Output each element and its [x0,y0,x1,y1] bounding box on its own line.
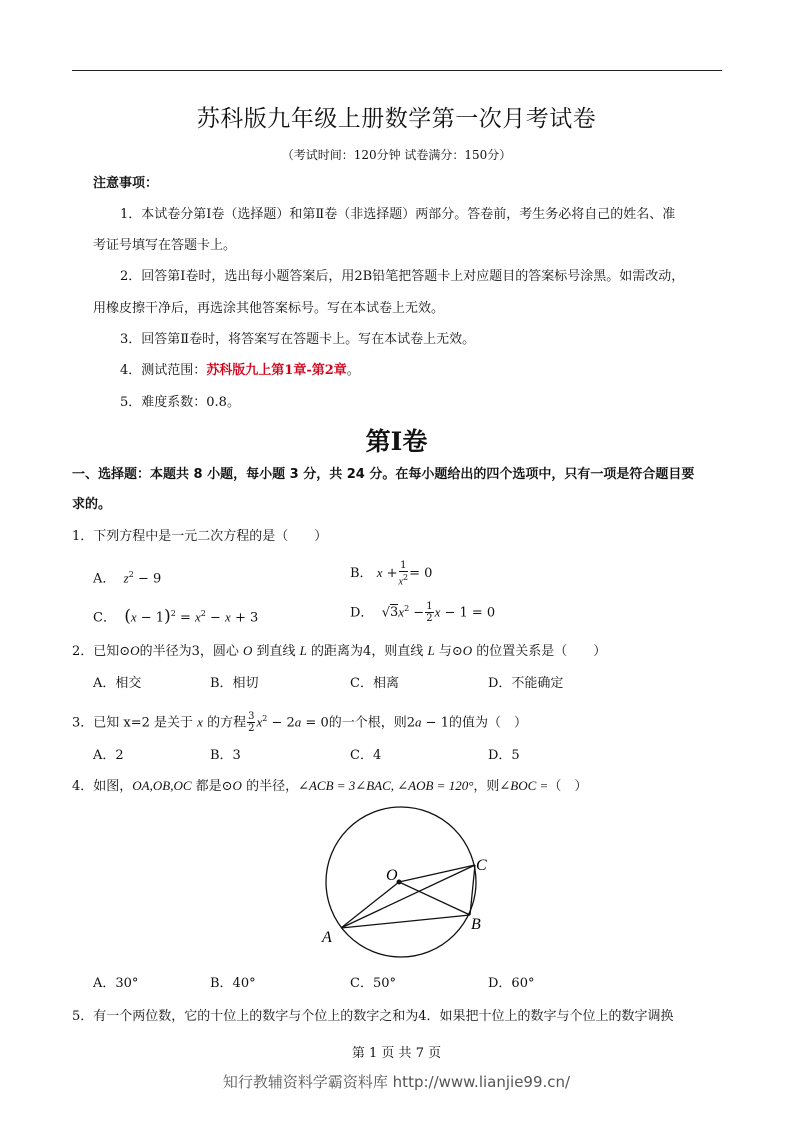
note-4-suffix: 。 [346,363,360,378]
label-a: A [322,929,332,946]
site-watermark: 知行教辅资料学霸资料库 http://www.lianjie99.cn/ [222,1073,571,1091]
segment-ab [341,915,470,928]
q1-option-a: A． $z^2 - 9$ [93,570,162,587]
q4-option-b: B．40° [210,976,256,991]
note-1-line-1: 1．本试卷分第Ⅰ卷（选择题）和第Ⅱ卷（非选择题）两部分。答卷前，考生务必将自己的姓名、准 [120,207,676,222]
q3-stem: 3．已知 x=2 是关于 x 的方程 $\frac{3}{2}$ $x^2 - 2a = 0$的一个根，则2a − 1的值为（ ） [72,711,527,735]
segment-oc [399,865,475,882]
q4-option-a: A．30° [93,976,139,991]
q1-option-b: B． x + $\frac{1}{x^2}$ = 0 [350,560,433,588]
note-4-range: 苏科版九上第1章-第2章 [206,363,347,378]
q3-option-b: B．3 [210,748,241,763]
note-5: 5．难度系数：0.8。 [120,395,240,410]
q2-option-c: C．相离 [350,676,399,691]
notes-heading: 注意事项： [93,176,159,191]
q2-option-d: D．不能确定 [488,676,564,691]
q3-option-d: D．5 [488,748,520,763]
q2-stem: 2．已知⊙O的半径为3，圆心 O 到直线 L 的距离为4，则直线 L 与⊙O 的位置关系是（ ） [72,643,607,659]
header-rule [72,70,722,71]
q1-stem: 1．下列方程中是一元二次方程的是（ ） [72,529,328,544]
part1-line-1: 一、选择题：本题共 8 小题，每小题 3 分，共 24 分。在每小题给出的四个选项中，只有一项是符合题目要 [72,467,695,482]
q1-option-d: D． $√3x^2$ − $\frac{1}{2}$ x − 1 = 0 [350,601,496,625]
segment-bc [470,865,475,915]
q4-option-d: D．60° [488,976,535,991]
q3-option-c: C．4 [350,748,382,763]
note-4 [120,362,360,380]
q2-option-b: B．相切 [210,676,259,691]
label-b: B [471,916,481,933]
segment-ac [341,865,475,928]
q4-option-c: C．50° [350,976,396,991]
note-2-line-1: 2．回答第Ⅰ卷时，选出每小题答案后，用2B铅笔把答题卡上对应题目的答案标号涂黑。如需改动， [120,269,685,284]
q3-option-a: A．2 [93,748,124,763]
page-subtitle: （考试时间：120分钟 试卷满分：150分） [281,148,512,162]
q4-circle-figure [310,805,500,965]
q4-stem: 4．如图，OA,OB,OC 都是⊙O 的半径，∠ACB = 3∠BAC, ∠AOB = 120°，则∠BOC =（ ） [72,778,588,794]
label-o: O [386,867,398,884]
page-number: 第 1 页 共 7 页 [351,1046,442,1061]
note-1-line-2: 考证号填写在答题卡上。 [93,238,237,253]
note-2-line-2: 用橡皮擦干净后，再选涂其他答案标号。写在本试卷上无效。 [93,301,445,316]
label-c: C [476,857,487,874]
segment-ob [399,882,470,915]
section-title: 第Ⅰ卷 [365,427,428,456]
q1-option-c: C． $(x - 1)^2 = x^2 - x + 3$ [93,606,259,627]
page-title: 苏科版九年级上册数学第一次月考试卷 [196,106,597,132]
note-4-prefix: 4．测试范围： [120,363,207,378]
q5-stem: 5．有一个两位数，它的十位上的数字与个位上的数字之和为4．如果把十位上的数字与个位上的数字调换 [72,1009,674,1024]
note-3: 3．回答第Ⅱ卷时，将答案写在答题卡上。写在本试卷上无效。 [120,332,476,347]
q2-option-a: A．相交 [93,676,142,691]
part1-line-2: 求的。 [72,497,112,512]
